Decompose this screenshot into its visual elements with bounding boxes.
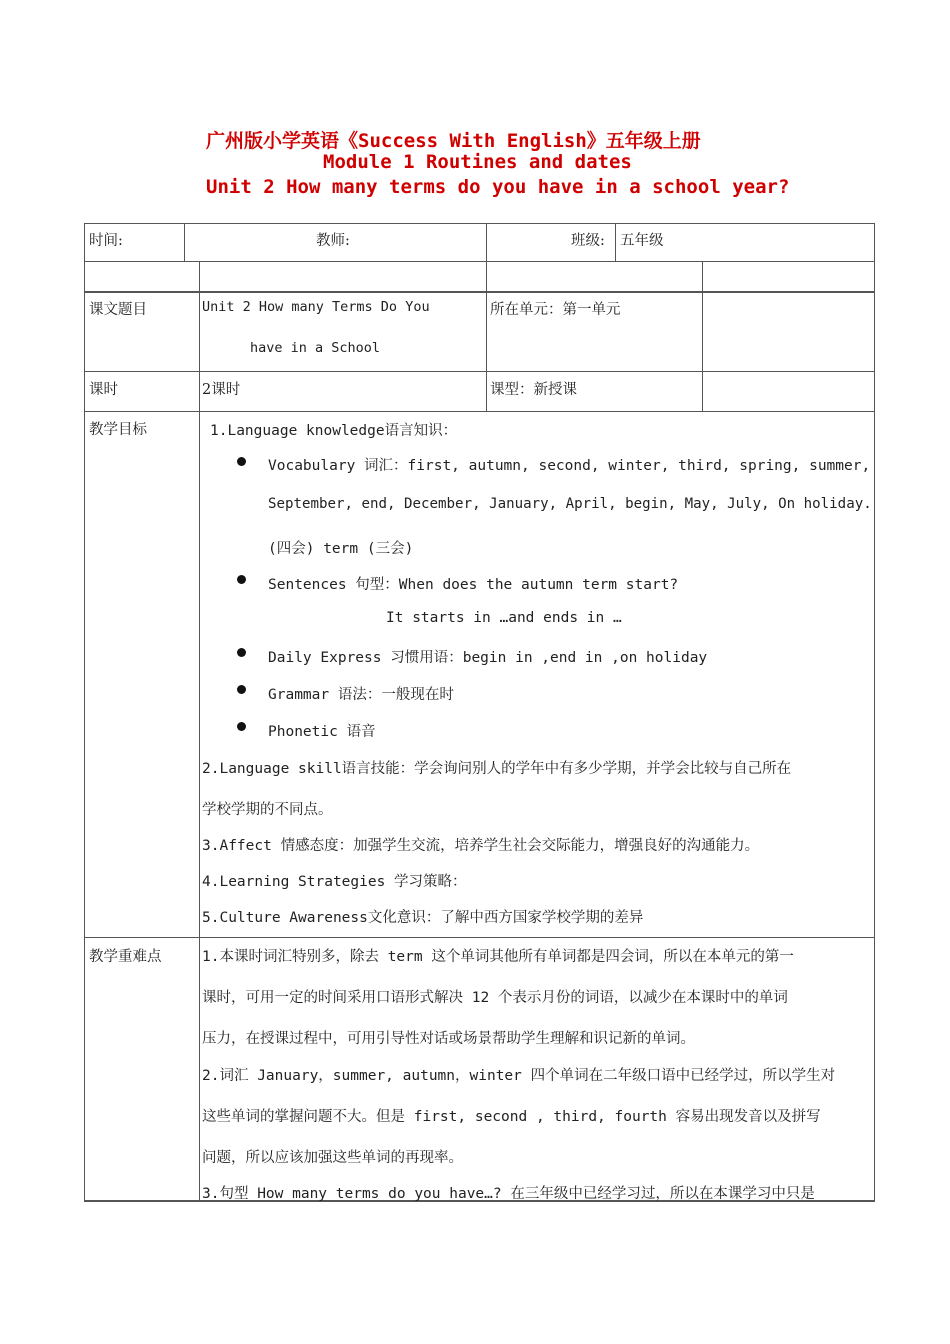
difficulty-2-line1: 2.词汇 January，summer, autumn，winter 四个单词在二年级口语中已经学过，所以学生对 (202, 1068, 836, 1084)
module-title: Module 1 Routines and dates (323, 151, 632, 173)
difficulty-1-line1: 1.本课时词汇特别多，除去 term 这个单词其他所有单词都是四会词，所以在本单元的第一 (202, 949, 794, 965)
phonetic: Phonetic 语音 (268, 724, 376, 740)
class-label: 班级: (571, 233, 605, 249)
objective-1: 1.Language knowledge语言知识： (210, 423, 458, 439)
vocab-line3: (四会) term (三会) (268, 541, 414, 557)
lesson-title-line1: Unit 2 How many Terms Do You (202, 299, 430, 315)
unit-label: 所在单元：第一单元 (490, 302, 621, 318)
class-value: 五年级 (620, 233, 664, 249)
sentences-line1: Sentences 句型：When does the autumn term start? (268, 577, 679, 593)
sentences-line2: It starts in …and ends in … (386, 610, 622, 626)
objectives-label: 教学目标 (89, 422, 147, 438)
objective-2-line2: 学校学期的不同点。 (202, 802, 333, 818)
vocab-line2: September, end, December, January, April, begin, May, July, On holiday. (268, 496, 872, 512)
grammar: Grammar 语法：一般现在时 (268, 687, 454, 703)
vocab-line1: Vocabulary 词汇：first, autumn, second, winter, third, spring, summer, (268, 458, 871, 474)
period-value: 2课时 (202, 382, 241, 398)
objective-5: 5.Culture Awareness文化意识：了解中西方国家学校学期的差异 (202, 910, 644, 926)
difficulty-1-line3: 压力，在授课过程中，可用引导性对话或场景帮助学生理解和识记新的单词。 (202, 1031, 695, 1047)
objective-4: 4.Learning Strategies 学习策略： (202, 874, 467, 890)
daily-express: Daily Express 习惯用语：begin in ,end in ,on holiday (268, 650, 708, 666)
bullet-icon (237, 648, 246, 657)
period-label: 课时 (89, 382, 118, 398)
objective-2-line1: 2.Language skill语言技能：学会询问别人的学年中有多少学期，并学会比较与自己所在 (202, 761, 792, 777)
difficulties-label: 教学重难点 (89, 949, 162, 965)
bullet-icon (237, 457, 246, 466)
lesson-title-line2: have in a School (250, 340, 381, 356)
unit-title: Unit 2 How many terms do you have in a school year? (206, 176, 790, 198)
objective-3: 3.Affect 情感态度：加强学生交流，培养学生社会交际能力，增强良好的沟通能力。 (202, 838, 760, 854)
difficulty-2-line3: 问题，所以应该加强这些单词的再现率。 (202, 1150, 463, 1166)
teacher-label: 教师: (316, 233, 350, 249)
document-title: 广州版小学英语《Success With English》五年级上册 (206, 130, 701, 152)
difficulty-3-line1: 3.句型 How many terms do you have…? 在三年级中已经学习过，所以在本课学习中只是 (202, 1186, 815, 1202)
time-label: 时间: (89, 233, 123, 249)
bullet-icon (237, 685, 246, 694)
difficulty-1-line2: 课时，可用一定的时间采用口语形式解决 12 个表示月份的词语，以减少在本课时中的单词 (202, 990, 788, 1006)
bullet-icon (237, 722, 246, 731)
lesson-type: 课型：新授课 (490, 382, 577, 398)
lesson-title-label: 课文题目 (89, 302, 147, 318)
bullet-icon (237, 575, 246, 584)
difficulty-2-line2: 这些单词的掌握问题不大。但是 first, second , third, fourth 容易出现发音以及拼写 (202, 1109, 821, 1125)
